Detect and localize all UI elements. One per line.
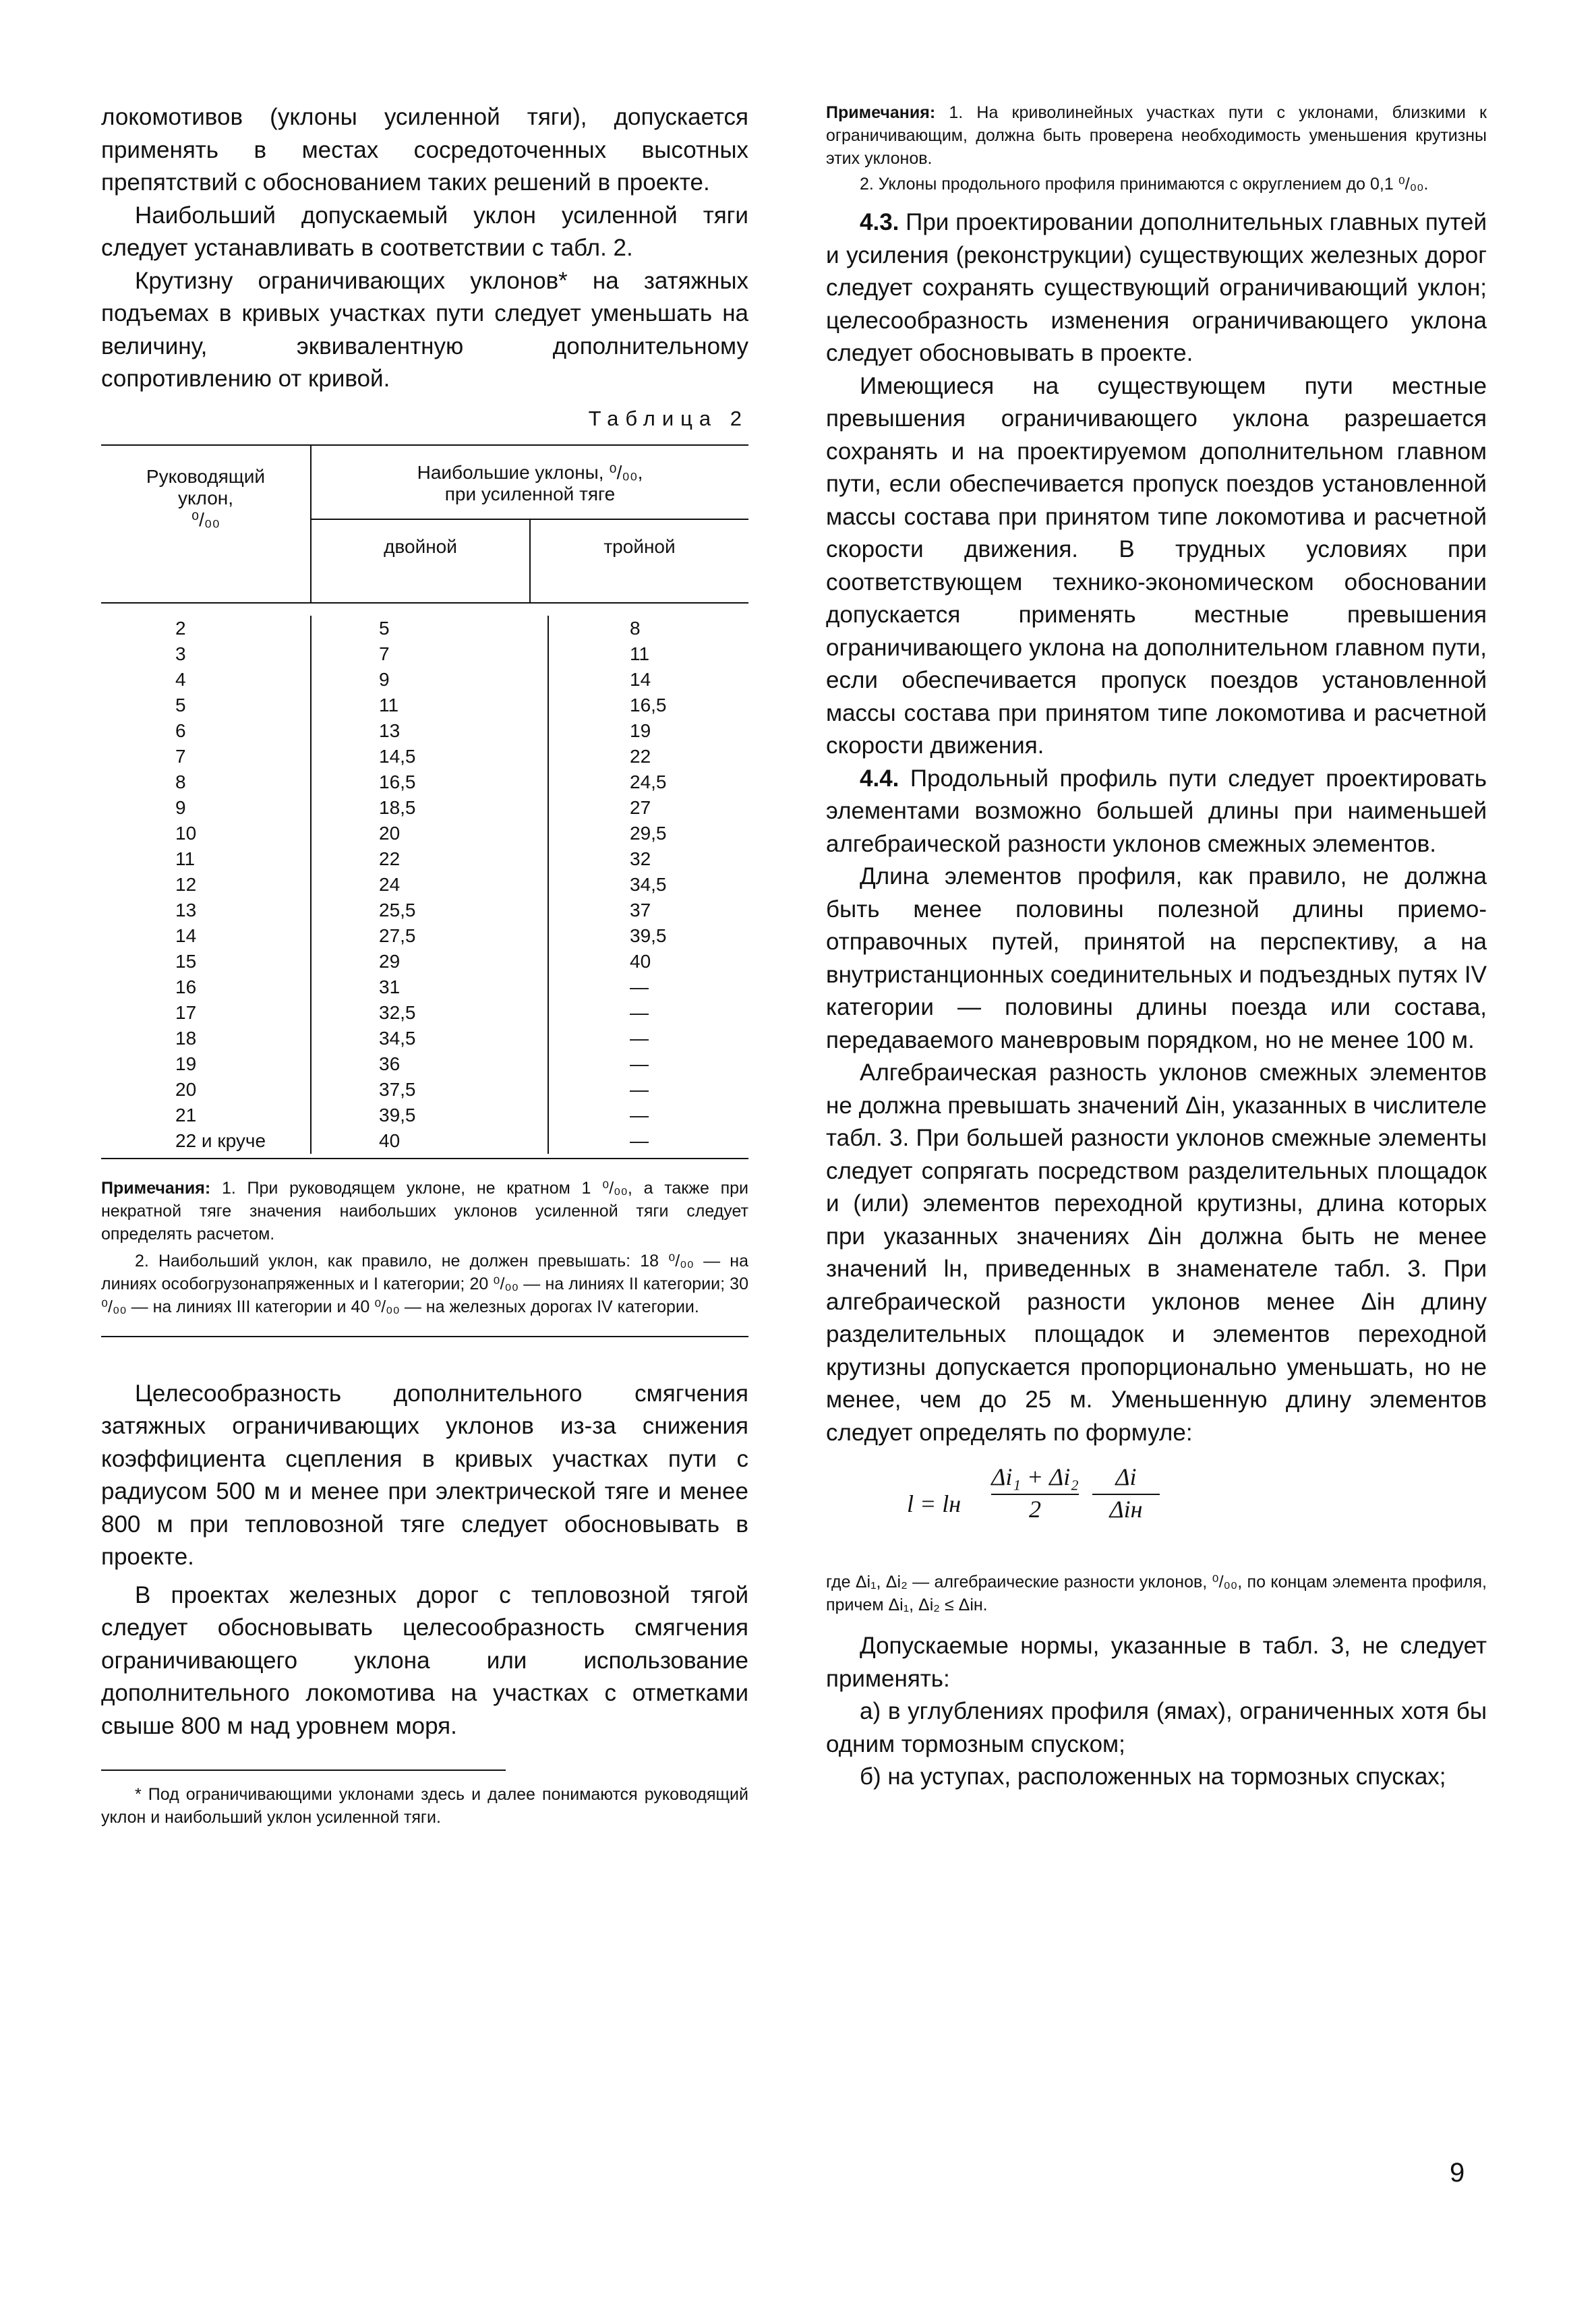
ruling-cell: 14 <box>175 925 197 946</box>
right-note-1 <box>826 101 1487 170</box>
triple-cell: 24,5 <box>630 771 667 792</box>
double-cell: 31 <box>379 976 401 997</box>
notes-label: Примечания: <box>826 103 936 122</box>
ruling-cell: 8 <box>175 771 186 792</box>
section-text: При проектировании дополнительных главных путей и усиления (реконструкции) существующих железных дорог следует сохранять существующий ограничивающий уклон; целесообразность изменения ограничивающего уклона следует обосновывать в проекте. <box>826 209 1487 366</box>
double-cell: 37,5 <box>379 1078 416 1100</box>
triple-cell: 14 <box>630 668 651 690</box>
header-text: Руководящий <box>146 465 266 487</box>
double-cell: 40 <box>379 1130 401 1151</box>
paragraph: Длина элементов профиля, как правило, не должна быть менее половины полезной длины приемо-отправочных путей, принятой на перспективу, а на внутристанционных соединительных и подъездных путях IV категории — половины длины поезда или состава, передаваемого маневровым порядком, но не менее 100 м. <box>826 863 1487 1053</box>
formula-fraction-1 <box>991 1463 1079 1523</box>
table-body <box>101 604 748 1158</box>
triple-cell: 22 <box>630 745 651 767</box>
paragraph: Имеющиеся на существующем пути местные превышения ограничивающего уклона разрешается сохранять и на проектируемом дополнительном главном пути, если обеспечивается пропуск поездов установленной массы состава при принятом типе локомотива и расчетной скорости движения. В трудных условиях при соответствующем технико-экономическом обосновании допускается применять местные превышения ограничивающего уклона на дополнительном главном пути, если обеспечивается пропуск поездов установленной массы состава при принятом типе локомотива и расчетной скорости движения. <box>826 372 1487 759</box>
formula-numerator: Δi₁ + Δi₂ <box>991 1463 1079 1495</box>
triple-cell: 16,5 <box>630 694 667 715</box>
header-subcolumns <box>312 520 748 602</box>
ruling-cell: 19 <box>175 1053 197 1074</box>
triple-cell: 40 <box>630 950 651 972</box>
header-ruling-gradient <box>101 446 312 602</box>
triple-cell: 37 <box>630 899 651 920</box>
triple-cell: — <box>630 1130 649 1151</box>
paragraph: Допускаемые нормы, указанные в табл. 3, не следует применять: <box>826 1633 1487 1692</box>
triple-cell: — <box>630 1104 649 1125</box>
double-cell: 5 <box>379 617 390 639</box>
double-cell: 25,5 <box>379 899 416 920</box>
header-text: ⁰/₀₀ <box>191 508 220 530</box>
ruling-cell: 11 <box>175 848 196 869</box>
ruling-cell: 13 <box>175 899 197 920</box>
double-cell: 32,5 <box>379 1001 416 1023</box>
ruling-cell: 16 <box>175 976 197 997</box>
footnote: * Под ограничивающими уклонами здесь и далее понимаются руководящий уклон и наибольший уклон усиленной тяги. <box>101 1785 748 1827</box>
table-caption: Таблица 2 <box>588 406 748 430</box>
ruling-cell: 3 <box>175 643 186 664</box>
header-double: двойной <box>312 520 531 602</box>
section-number: 4.3. <box>860 209 899 235</box>
table-note-2: 2. Наибольший уклон, как правило, не должен превышать: 18 ⁰/₀₀ — на линиях особогрузонапряженных и I категории; 20 ⁰/₀₀ — на линиях II категории; 30 ⁰/₀₀ — на линиях III категории и 40 ⁰/₀₀ — на железных дорогах IV категории. <box>101 1251 748 1316</box>
formula-denominator: 2 <box>1029 1496 1041 1523</box>
left-column <box>101 101 748 1829</box>
ruling-cell: 22 и круче <box>175 1130 266 1151</box>
divider <box>101 1336 748 1337</box>
right-column <box>826 101 1487 1794</box>
ruling-cell: 18 <box>175 1027 197 1049</box>
triple-cell: 27 <box>630 796 651 818</box>
triple-cell: 19 <box>630 720 651 741</box>
paragraph: Наибольший допускаемый уклон усиленной тяги следует устанавливать в соответствии с табл. 2. <box>101 202 748 261</box>
notes-label: Примечания: <box>101 1178 211 1198</box>
double-cell: 34,5 <box>379 1027 416 1049</box>
ruling-cell: 20 <box>175 1078 197 1100</box>
column-double <box>312 616 549 1154</box>
double-cell: 18,5 <box>379 796 416 818</box>
list-item: б) на уступах, расположенных на тормозных спусках; <box>860 1763 1446 1790</box>
section-text: Продольный профиль пути следует проектировать элементами возможно большей длины при наименьшей алгебраической разности уклонов смежных элементов. <box>826 765 1487 857</box>
double-cell: 16,5 <box>379 771 416 792</box>
double-cell: 13 <box>379 720 401 741</box>
formula-numerator: Δi <box>1092 1463 1160 1495</box>
ruling-cell: 17 <box>175 1001 197 1023</box>
table-note-1 <box>101 1177 748 1246</box>
column-triple <box>549 616 748 1154</box>
footnote-rule <box>101 1769 506 1771</box>
ruling-cell: 6 <box>175 720 186 741</box>
ruling-cell: 5 <box>175 694 186 715</box>
note-text: 1. На криволинейных участках пути с уклонами, близкими к ограничивающим, должна быть проверена необходимость уменьшения крутизны этих уклонов. <box>826 103 1487 168</box>
paragraph: В проектах железных дорог с тепловозной тягой следует обосновывать целесообразность смягчения ограничивающего уклона или использование дополнительного локомотива на участках с отметками свыше 800 м над уровнем моря. <box>101 1581 748 1739</box>
double-cell: 22 <box>379 848 401 869</box>
paragraph: локомотивов (уклоны усиленной тяги), допускается применять в местах сосредоточенных высотных препятствий с обоснованием таких решений в проекте. <box>101 104 748 196</box>
double-cell: 27,5 <box>379 925 416 946</box>
triple-cell: 39,5 <box>630 925 667 946</box>
ruling-cell: 9 <box>175 796 186 818</box>
ruling-cell: 12 <box>175 873 197 895</box>
double-cell: 14,5 <box>379 745 416 767</box>
double-cell: 29 <box>379 950 401 972</box>
note-text: 1. При руководящем уклоне, не кратном 1 ⁰/₀₀, а также при некратной тяге значения наибольших уклонов усиленной тяги следует определять расчетом. <box>101 1178 749 1244</box>
header-text: уклон, <box>177 487 234 508</box>
double-cell: 24 <box>379 873 401 895</box>
header-text: при усиленной тяге <box>444 483 616 504</box>
header-triple: тройной <box>603 535 676 557</box>
triple-cell: 29,5 <box>630 822 667 844</box>
triple-cell: 34,5 <box>630 873 667 895</box>
double-cell: 9 <box>379 668 390 690</box>
triple-cell: 32 <box>630 848 651 869</box>
formula-denominator: Δiн <box>1109 1496 1143 1523</box>
column-ruling <box>101 616 312 1154</box>
double-cell: 20 <box>379 822 401 844</box>
section-4-4 <box>826 763 1487 861</box>
ruling-cell: 10 <box>175 822 197 844</box>
ruling-cell: 2 <box>175 617 186 639</box>
double-cell: 36 <box>379 1053 401 1074</box>
list-item: а) в углублениях профиля (ямах), ограниченных хотя бы одним тормозным спуском; <box>826 1698 1487 1757</box>
table-header <box>101 446 748 604</box>
triple-cell: — <box>630 1027 649 1049</box>
header-group <box>312 446 748 520</box>
header-max-gradients <box>312 446 748 602</box>
gradient-table <box>101 444 748 1159</box>
header-text: Наибольшие уклоны, ⁰/₀₀, <box>417 461 643 483</box>
ruling-cell: 7 <box>175 745 186 767</box>
triple-cell: 8 <box>630 617 641 639</box>
triple-cell: 11 <box>630 643 650 664</box>
section-4-3 <box>826 206 1487 370</box>
ruling-cell: 21 <box>175 1104 197 1125</box>
ruling-cell: 15 <box>175 950 197 972</box>
double-cell: 7 <box>379 643 390 664</box>
right-note-2: 2. Уклоны продольного профиля принимаются с округлением до 0,1 ⁰/₀₀. <box>860 175 1429 194</box>
paragraph: Крутизну ограничивающих уклонов* на затяжных подъемах в кривых участках пути следует уменьшать на величину, эквивалентную дополнительному сопротивлению от кривой. <box>101 267 748 392</box>
formula-lhs: l = lн <box>907 1490 962 1517</box>
triple-cell: — <box>630 1053 649 1074</box>
section-number: 4.4. <box>860 765 899 792</box>
formula-explanation: где Δi₁, Δi₂ — алгебраические разности уклонов, ⁰/₀₀, по концам элемента профиля, причем Δi₁, Δi₂ ≤ Δiн. <box>826 1573 1487 1614</box>
triple-cell: — <box>630 1001 649 1023</box>
ruling-cell: 4 <box>175 668 186 690</box>
triple-cell: — <box>630 1078 649 1100</box>
page-number: 9 <box>1450 2158 1465 2188</box>
triple-cell: — <box>630 976 649 997</box>
formula-fraction-2 <box>1092 1463 1160 1523</box>
paragraph: Целесообразность дополнительного смягчения затяжных ограничивающих уклонов из-за снижения коэффициента сцепления в кривых участках пути с радиусом 500 м и менее при электрической тяге и менее 800 м при тепловозной тяге следует обосновывать в проекте. <box>101 1380 748 1570</box>
double-cell: 39,5 <box>379 1104 416 1125</box>
paragraph: Алгебраическая разность уклонов смежных элементов не должна превышать значений Δiн, указанных в числителе табл. 3. При большей разности уклонов смежные элементы следует сопрягать посредством разделительных площадок и (или) элементов переходной крутизны, длина которых при указанных значениях Δiн должна быть не менее значений lн, приведенных в знаменателе табл. 3. При алгебраической разности уклонов менее Δiн длину разделительных площадок и элементов переходной крутизны допускается пропорционально уменьшать, но не менее, чем до 25 м. Уменьшенную длину элементов следует определять по формуле: <box>826 1059 1487 1446</box>
length-formula <box>826 1463 1487 1564</box>
double-cell: 11 <box>379 694 399 715</box>
